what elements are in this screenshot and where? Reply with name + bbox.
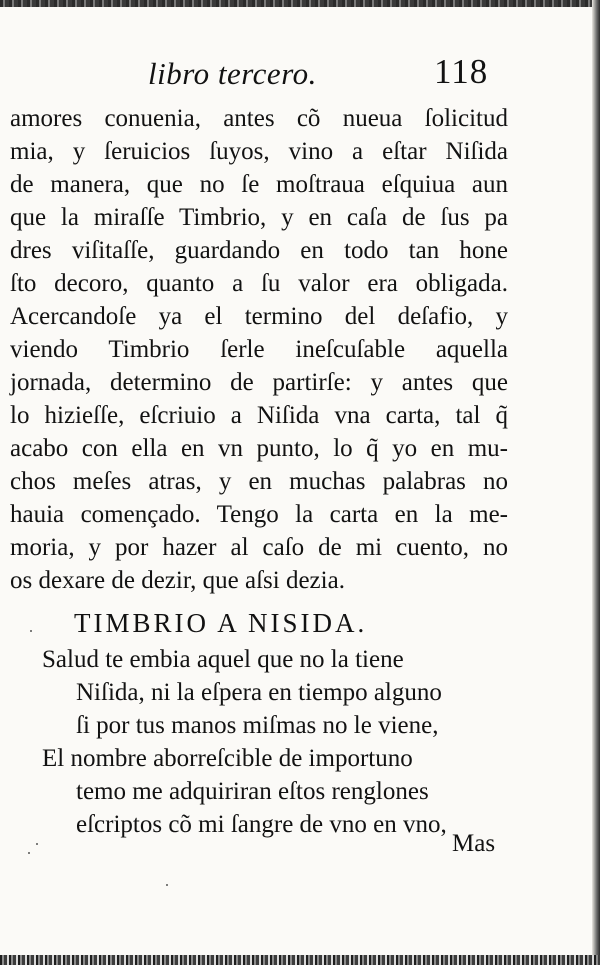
prose-line: que la miraſſe Timbrio, y en caſa de ſus pa	[10, 204, 508, 231]
prose-line: amores conuenia, antes cõ nueua ſolicitud	[10, 105, 508, 132]
prose-line: lo hizieſſe, eſcriuio a Niſida vna carta, tal q̃	[10, 402, 508, 429]
prose-line: mia, y ſeruicios ſuyos, vino a eſtar Niſida	[10, 138, 508, 165]
prose-line: acabo con ella en vn punto, lo q̃ yo en mu-	[10, 435, 508, 462]
verse-line: eſcriptos cõ mi ſangre de vno en vno,	[76, 811, 447, 838]
verse-line: temo me adquiriran eſtos renglones	[76, 778, 429, 805]
prose-line: jornada, determino de partirſe: y antes que	[10, 369, 508, 396]
running-title: libro tercero.	[148, 56, 317, 91]
page-number: 118	[434, 52, 489, 91]
prose-line: de manera, que no ſe moſtraua eſquiua aun	[10, 171, 508, 198]
ink-speck	[30, 630, 32, 632]
page-bottom-edge	[0, 955, 600, 965]
prose-line: chos meſes atras, y en muchas palabras no	[10, 468, 508, 495]
page-right-edge	[592, 0, 600, 965]
ink-speck	[36, 843, 38, 845]
prose-line: hauia començado. Tengo la carta en la me-	[10, 501, 508, 528]
verse-line: ſi por tus manos miſmas no le viene,	[76, 712, 439, 739]
poem-title: TIMBRIO A NISIDA.	[74, 608, 368, 638]
prose-paragraph	[10, 102, 508, 597]
prose-line: os dexare de dezir, que aſsi dezia.	[10, 567, 345, 594]
poem-verses	[0, 643, 520, 841]
ink-speck	[166, 884, 168, 886]
verse-line: El nombre aborreſcible de importuno	[42, 745, 413, 772]
ink-speck	[28, 852, 30, 854]
verse-line: Salud te embia aquel que no la tiene	[42, 646, 404, 673]
running-head	[0, 50, 600, 98]
prose-line: viendo Timbrio ſerle ineſcuſable aquella	[10, 336, 508, 363]
prose-line: ſto decoro, quanto a ſu valor era obligada.	[10, 270, 508, 297]
page-top-edge	[0, 0, 600, 7]
verse-line: Niſida, ni la eſpera en tiempo alguno	[76, 679, 442, 706]
prose-line: moria, y por hazer al caſo de mi cuento, no	[10, 534, 508, 561]
prose-line: dres viſitaſſe, guardando en todo tan hone	[10, 237, 508, 264]
prose-line: Acercandoſe ya el termino del deſafio, y	[10, 303, 508, 330]
catchword: Mas	[452, 830, 496, 857]
